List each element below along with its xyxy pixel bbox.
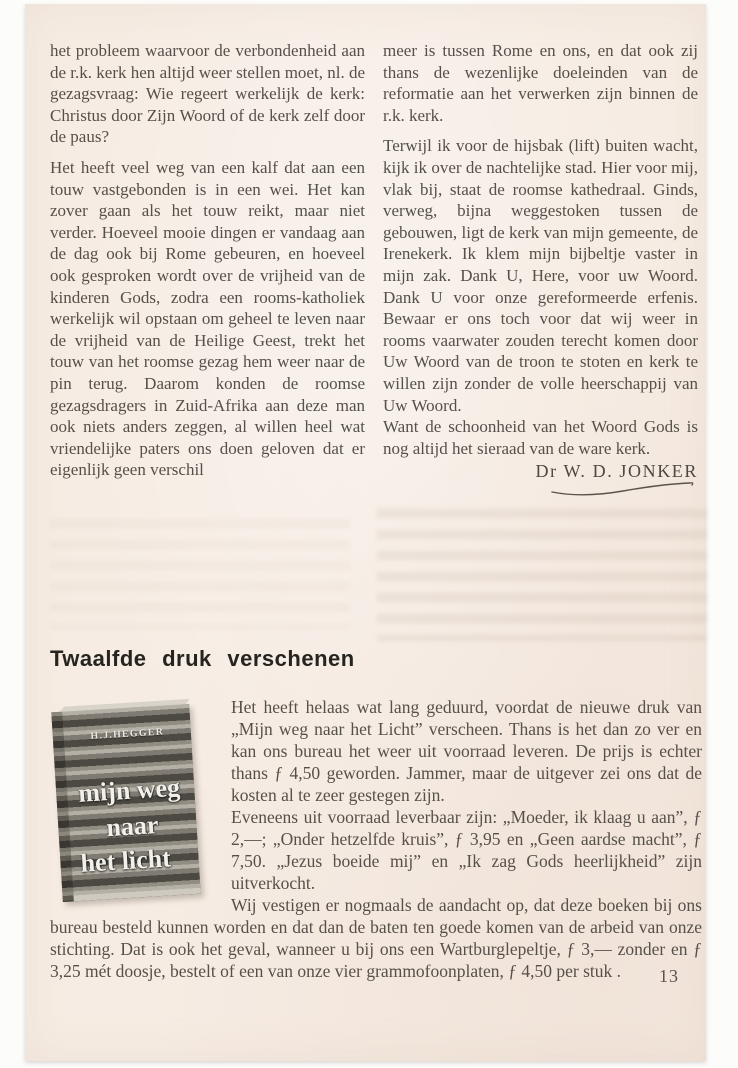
page-number: 13	[659, 966, 679, 986]
author-signature: Dr W. D. JONKER	[535, 461, 698, 482]
book-cover-photo	[53, 698, 205, 910]
article-paragraph: meer is tussen Rome en ons, en dat ook zij thans de wezenlijke doeleinden van de reformatie aan het verwerken zijn binnen de r.k. kerk.	[383, 41, 698, 125]
book-title-line: naar	[105, 810, 160, 843]
signature-row	[383, 461, 698, 499]
section-heading: Twaalfde druk verschenen	[50, 646, 355, 671]
bottom-section	[50, 646, 702, 982]
section-paragraph: Het heeft helaas wat lang geduurd, voordat de nieuwe druk van „Mijn weg naar het Licht” verscheen. Thans is het dan zo ver en kan ons bureau het weer uit voorraad leveren. De prijs is echter thans ƒ 4,50 geworden. Jammer, maar de uitgever zei ons dat de kosten al te zeer gestegen zijn.	[231, 697, 702, 805]
section-paragraph: Eveneens uit voorraad leverbaar zijn: „Moeder, ik klaag u aan”, ƒ 2,—; „Onder hetzelfde kruis”, ƒ 3,95 en „Geen aardse macht”, ƒ 7,50. „Jezus boeide mij” en „Ik zag Gods heerlijkheid” zijn uitverkocht.	[231, 807, 702, 893]
article-paragraph: Het heeft veel weg van een kalf dat aan een touw vastgebonden is in een wei. Het kan zover gaan als het touw reikt, maar niet verder. Hoeveel mooie dingen er vandaag aan de dag ook bij Rome gebeuren, en hoeveel ook gesproken wordt over de vrijheid van de kinderen Gods, zodra een rooms-katholiek werkelijk wil opstaan om geheel te leven naar de vrijheid van de Heilige Geest, trekt het touw van het roomse gezag hem weer naar de pin terug. Daarom konden de roomse gezagsdragers in Zuid-Afrika aan deze man ook niets anders zeggen, al willen heel wat vriendelijke paters ons doen geloven dat er eigenlijk geen verschil	[50, 157, 365, 480]
article-paragraph: Terwijl ik voor de hijsbak (lift) buiten wacht, kijk ik over de nachtelijke stad. Hier voor mij, vlak bij, staat de roomse kathedraal. Ginds, verweg, bijna weggestoken tussen de gebouwen, ligt de kerk van mijn gemeente, de Irenekerk. Ik klem mijn bijbeltje vaster in mijn zak. Dank U, Here, voor uw Woord. Dank U voor onze gereformeerde erfenis. Bewaar er ons toch voor dat wij weer in rooms vaarwater zouden terecht komen door Uw Woord van de troon te stoten en kerk te willen zijn zonder de volle heerschappij van Uw Woord.	[383, 136, 698, 415]
signature-underline-stroke	[548, 479, 698, 499]
book-author: H.J.HEGGER	[90, 726, 165, 743]
book-title-line: mijn weg	[77, 772, 181, 808]
article-left-column	[50, 40, 365, 499]
article-right-column	[383, 40, 698, 499]
article-paragraph: het probleem waarvoor de verbondenheid aan de r.k. kerk hen altijd weer stellen moet, nl. de gezagsvraag: Wie regeert werkelijk de kerk: Christus door Zijn Woord of de kerk zelf door de paus?	[50, 41, 365, 147]
book-cover	[51, 704, 200, 902]
reverse-side-bleed-through	[50, 519, 350, 629]
section-body	[50, 696, 702, 982]
section-paragraph: Wij vestigen er nogmaals de aandacht op, dat deze boeken bij ons bureau besteld kunnen worden en dat dan de baten ten goede komen van de arbeid van onze stichting. Dat is ook het geval, wanneer u bij ons een Wartburglepeltje, ƒ 3,— zonder en ƒ 3,25 mét doosje, bestelt of een van onze vier grammofoonplaten, ƒ 4,50 per stuk .	[50, 895, 702, 981]
reverse-side-bleed-through	[377, 509, 707, 641]
article-paragraph: Want de schoonheid van het Woord Gods is nog altijd het sieraad van de ware kerk.	[383, 417, 698, 458]
book-title-line: het licht	[79, 843, 172, 878]
article-two-columns	[50, 40, 698, 499]
scanned-page	[25, 4, 706, 1061]
